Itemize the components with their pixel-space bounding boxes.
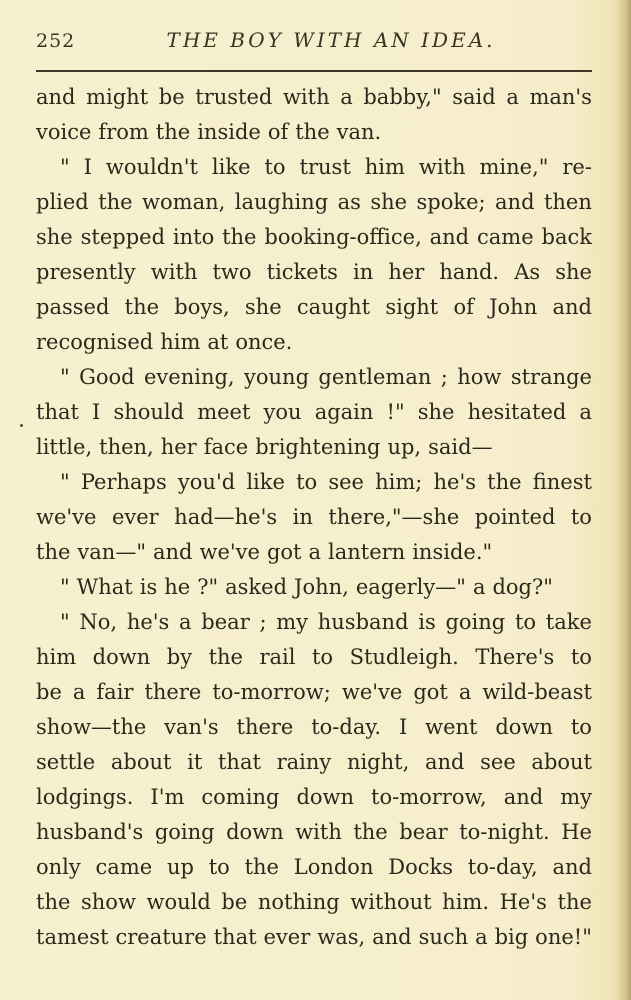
text-line: " Good evening, young gentleman ; how strange: [60, 365, 592, 389]
text-line: tamest creature that ever was, and such a big one!": [36, 925, 592, 949]
text-line: the van—" and we've got a lantern inside.": [36, 540, 493, 564]
text-line: show—the van's there to-day. I went down to: [36, 715, 592, 739]
text-line: husband's going down with the bear to-night. He: [36, 820, 592, 844]
body-text: [36, 80, 592, 955]
header-rule: [36, 70, 592, 72]
text-line: " What is he ?" asked John, eagerly—" a dog?": [60, 575, 553, 599]
text-line: we've ever had—he's in there,"—she pointed to: [36, 505, 592, 529]
text-line: that I should meet you again !" she hesitated a: [36, 400, 592, 424]
page-header: [36, 26, 590, 56]
text-line: settle about it that rainy night, and see about: [36, 750, 592, 774]
text-line: plied the woman, laughing as she spoke; and then: [36, 190, 592, 214]
text-line: him down by the rail to Studleigh. There's to: [36, 645, 592, 669]
text-line: recognised him at once.: [36, 330, 293, 354]
text-line: " Perhaps you'd like to see him; he's the finest: [60, 470, 592, 494]
running-title: THE BOY WITH AN IDEA.: [166, 28, 496, 52]
text-line: voice from the inside of the van.: [36, 120, 382, 144]
text-line: " No, he's a bear ; my husband is going to take: [60, 610, 592, 634]
text-line: " I wouldn't like to trust him with mine," re-: [60, 155, 592, 179]
text-line: presently with two tickets in her hand. As she: [36, 260, 592, 284]
text-line: only came up to the London Docks to-day, and: [36, 855, 592, 879]
text-line: passed the boys, she caught sight of John and: [36, 295, 592, 319]
text-line: and might be trusted with a babby," said a man's: [36, 85, 592, 109]
text-line: she stepped into the booking-office, and came back: [36, 225, 592, 249]
text-line: little, then, her face brightening up, said—: [36, 435, 493, 459]
print-speck: [20, 424, 23, 427]
text-line: be a fair there to-morrow; we've got a wild-beast: [36, 680, 592, 704]
text-line: the show would be nothing without him. He's the: [36, 890, 592, 914]
page-number: 252: [36, 30, 76, 52]
page-edge-shadow: [617, 0, 631, 1000]
text-line: lodgings. I'm coming down to-morrow, and my: [36, 785, 592, 809]
